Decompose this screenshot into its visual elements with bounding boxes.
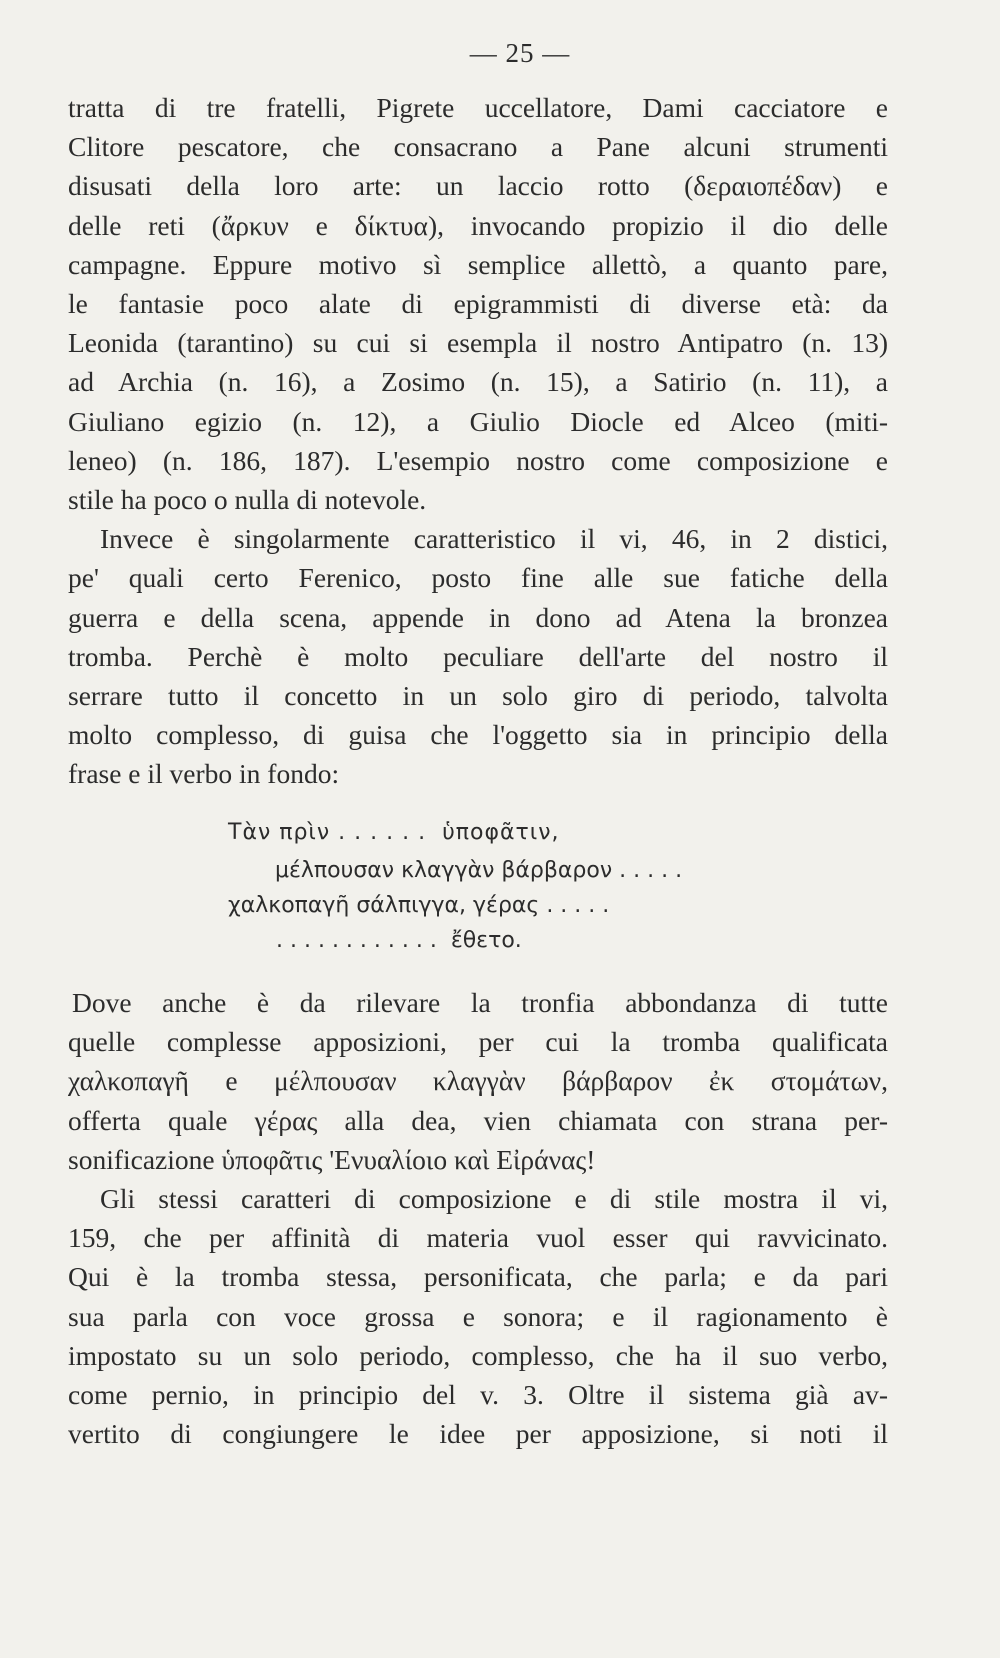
- text-line: Giuliano egizio (n. 12), a Giulio Diocle ed Alceo (miti-: [68, 405, 888, 437]
- paragraph-first-line: Gli stessi caratteri di composizione e di stile mostra il vi,: [100, 1183, 888, 1215]
- paragraph-first-line: Invece è singolarmente caratteristico il vi, 46, in 2 distici,: [100, 523, 888, 555]
- text-line: campagne. Eppure motivo sì semplice allettò, a quanto pare,: [68, 248, 888, 280]
- text-line: stile ha poco o nulla di notevole.: [68, 484, 427, 516]
- text-line: sonificazione ὑποφᾶτις 'Ενυαλίοιο καὶ Εἰράνας!: [68, 1143, 596, 1175]
- text-line: le fantasie poco alate di epigrammisti di diverse età: da: [68, 288, 888, 320]
- text-line: sua parla con voce grossa e sonora; e il ragionamento è: [68, 1300, 888, 1332]
- text-line: ad Archia (n. 16), a Zosimo (n. 15), a Satirio (n. 11), a: [68, 366, 888, 398]
- verse-line: . . . . . . . . . . . . ἔθετο.: [276, 928, 522, 953]
- verse-line: χαλκοπαγῆ σάλπιγγα, γέρας . . . . .: [228, 893, 610, 918]
- page-number: — 25 —: [469, 38, 571, 68]
- text-line: disusati della loro arte: un laccio rotto (δεραιοπέδαν) e: [68, 170, 888, 202]
- text-line: frase e il verbo in fondo:: [68, 758, 340, 790]
- text-line: quelle complesse apposizioni, per cui la tromba qualificata: [68, 1026, 888, 1058]
- text-line: Qui è la tromba stessa, personificata, che parla; e da pari: [68, 1261, 888, 1293]
- text-line: Leonida (tarantino) su cui si esempla il nostro Antipatro (n. 13): [68, 327, 888, 359]
- text-line: molto complesso, di guisa che l'oggetto sia in principio della: [68, 719, 888, 751]
- text-line: tratta di tre fratelli, Pigrete uccellatore, Dami cacciatore e: [68, 92, 888, 123]
- text-line: delle reti (ἄρκυν e δίκτυα), invocando propizio il dio delle: [68, 209, 888, 241]
- verse-line: Τὰν πρὶν . . . . . . ὑποφᾶτιν,: [228, 820, 560, 845]
- text-line: leneo) (n. 186, 187). L'esempio nostro come composizione e: [68, 444, 888, 476]
- text-line: Clitore pescatore, che consacrano a Pane alcuni strumenti: [68, 131, 888, 163]
- text-line: tromba. Perchè è molto peculiare dell'arte del nostro il: [68, 640, 888, 672]
- text-line: 159, che per affinità di materia vuol esser qui ravvicinato.: [68, 1222, 888, 1254]
- text-line: offerta quale γέρας alla dea, vien chiamata con strana per-: [68, 1104, 888, 1136]
- text-line: χαλκοπαγῆ e μέλπουσαν κλαγγὰν βάρβαρον ἐκ στομάτων,: [68, 1065, 888, 1097]
- text-line: guerra e della scena, appende in dono ad Atena la bronzea: [68, 601, 888, 633]
- verse-line: μέλπουσαν κλαγγὰν βάρβαρον . . . . .: [275, 858, 683, 883]
- paragraph-first-line: Dove anche è da rilevare la tronfia abbondanza di tutte: [72, 987, 888, 1018]
- text-line: impostato su un solo periodo, complesso, che ha il suo verbo,: [68, 1339, 888, 1371]
- text-block-top: [68, 88, 888, 794]
- text-block-bottom: [68, 983, 888, 1453]
- text-line: come pernio, in principio del v. 3. Oltre il sistema già av-: [68, 1379, 888, 1411]
- text-line: serrare tutto il concetto in un solo giro di periodo, talvolta: [68, 680, 888, 712]
- text-line: pe' quali certo Ferenico, posto fine alle sue fatiche della: [68, 562, 888, 594]
- text-line: vertito di congiungere le idee per apposizione, si noti il: [68, 1418, 888, 1450]
